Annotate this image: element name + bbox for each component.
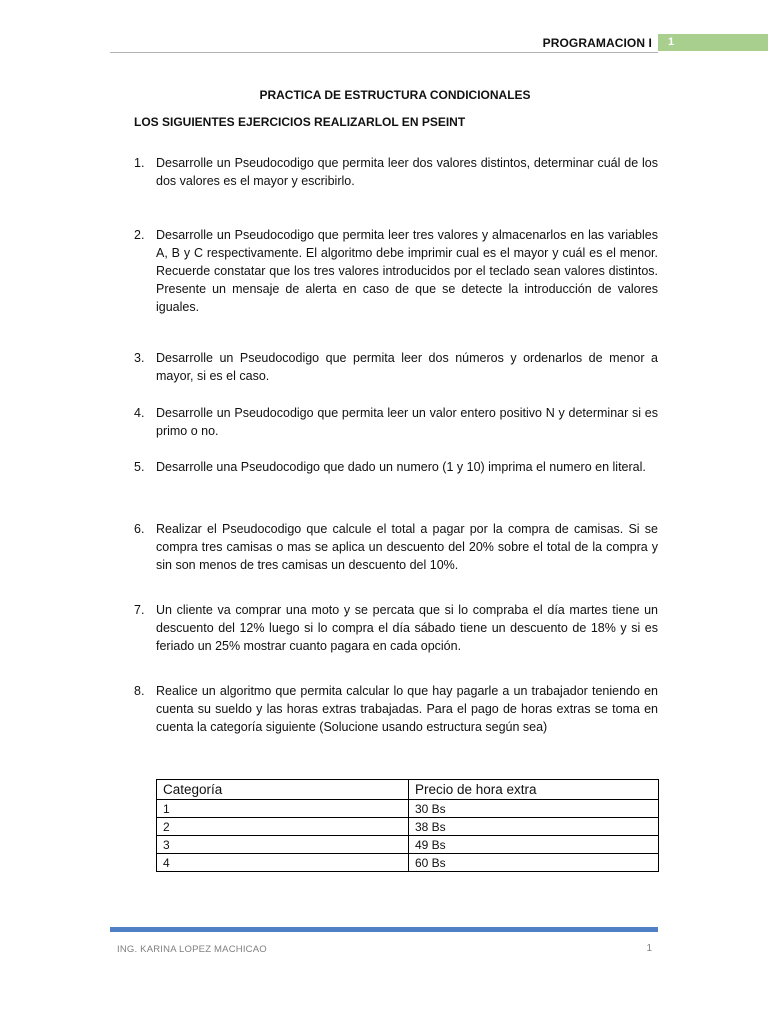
- exercise-number: 4.: [134, 406, 145, 420]
- document-subtitle: LOS SIGUIENTES EJERCICIOS REALIZARLOL EN PSEINT: [134, 115, 466, 129]
- exercise-item: [134, 682, 658, 736]
- table-cell: 30 Bs: [409, 800, 659, 818]
- table-row: [157, 854, 659, 872]
- exercise-item: [134, 349, 658, 385]
- exercise-number: 5.: [134, 460, 145, 474]
- table-cell: 3: [157, 836, 409, 854]
- exercise-text: Desarrolle un Pseudocodigo que permita leer dos valores distintos, determinar cuál de los dos valores es el mayor y escribirlo.: [156, 156, 658, 188]
- footer-bar: [110, 927, 658, 932]
- header-course-title: PROGRAMACION I: [542, 36, 652, 50]
- exercise-item: [134, 154, 658, 190]
- exercise-item: [134, 458, 658, 476]
- exercise-number: 3.: [134, 351, 145, 365]
- exercise-text: Un cliente va comprar una moto y se percata que si lo compraba el día martes tiene un descuento del 12% luego si lo compra el día sábado tiene un descuento de 18% y si es feriado un 25% mostrar cuanto pagara en cada opción.: [156, 603, 658, 653]
- exercise-item: [134, 404, 658, 440]
- exercise-number: 2.: [134, 228, 145, 242]
- exercise-number: 1.: [134, 156, 145, 170]
- exercise-text: Realice un algoritmo que permita calcular lo que hay pagarle a un trabajador teniendo en cuenta su sueldo y las horas extras trabajadas. Para el pago de horas extras se toma en cuenta la categoría siguiente (Solucione usando estructura según sea): [156, 684, 658, 734]
- footer-author: ING. KARINA LOPEZ MACHICAO: [117, 944, 267, 955]
- exercise-text: Desarrolle una Pseudocodigo que dado un numero (1 y 10) imprima el numero en literal.: [156, 460, 646, 474]
- column-header-category: Categoría: [157, 780, 409, 800]
- table-row: [157, 836, 659, 854]
- table-row: [157, 800, 659, 818]
- exercise-text: Desarrolle un Pseudocodigo que permita leer un valor entero positivo N y determinar si es primo o no.: [156, 406, 658, 438]
- document-title: PRACTICA DE ESTRUCTURA CONDICIONALES: [259, 88, 531, 102]
- table-row: [157, 818, 659, 836]
- overtime-rates-table: [156, 779, 659, 872]
- header-rule: [110, 52, 658, 53]
- table-cell: 38 Bs: [409, 818, 659, 836]
- column-header-price: Precio de hora extra: [409, 780, 659, 800]
- table-cell: 2: [157, 818, 409, 836]
- exercise-text: Desarrolle un Pseudocodigo que permita leer dos números y ordenarlos de menor a mayor, si es el caso.: [156, 351, 658, 383]
- exercise-number: 8.: [134, 684, 145, 698]
- table-cell: 4: [157, 854, 409, 872]
- exercise-number: 7.: [134, 603, 145, 617]
- exercise-text: Realizar el Pseudocodigo que calcule el total a pagar por la compra de camisas. Si se compra tres camisas o mas se aplica un descuento del 20% sobre el total de la compra y sin son menos de tres camisas un descuento del 10%.: [156, 522, 658, 572]
- footer-page-number: 1: [646, 943, 652, 954]
- exercise-number: 6.: [134, 522, 145, 536]
- exercise-text: Desarrolle un Pseudocodigo que permita leer tres valores y almacenarlos en las variables A, B y C respectivamente. El algoritmo debe imprimir cual es el mayor y cuál es el menor. Recuerde constatar que los tres valores introducidos por el teclado sean valores distintos. Presente un mensaje de alerta en caso de que se detecte la introducción de valores iguales.: [156, 228, 658, 314]
- exercise-item: [134, 601, 658, 655]
- exercise-item: [134, 226, 658, 316]
- exercise-item: [134, 520, 658, 574]
- table-cell: 60 Bs: [409, 854, 659, 872]
- table-cell: 49 Bs: [409, 836, 659, 854]
- header-page-badge: 1: [658, 34, 768, 51]
- table-cell: 1: [157, 800, 409, 818]
- table-header-row: [157, 780, 659, 800]
